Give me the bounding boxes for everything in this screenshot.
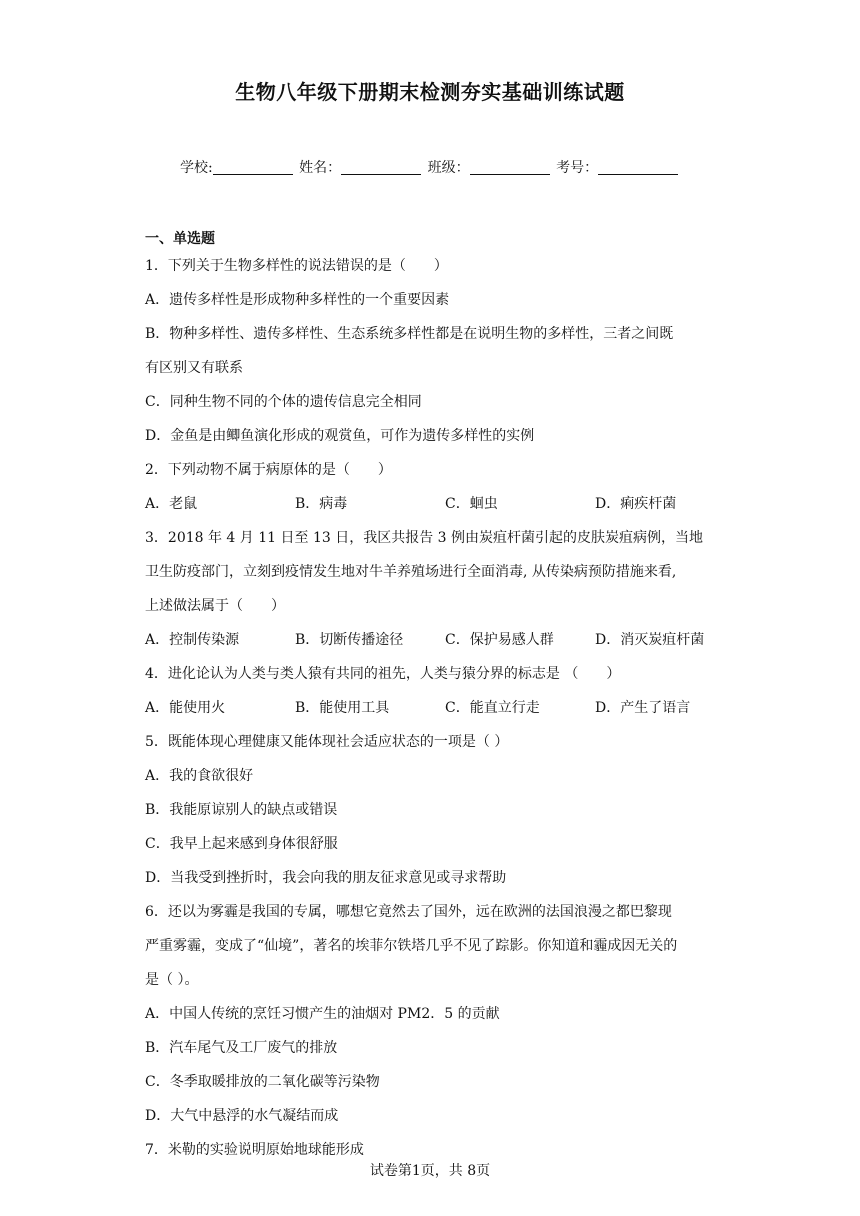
q5-stem: 5．既能体现心理健康又能体现社会适应状态的一项是（ ） (145, 734, 509, 750)
page-footer: 试卷第1页，共 8页 (369, 1163, 491, 1179)
q5-option-d: D．当我受到挫折时，我会向我的朋友征求意见或寻求帮助 (145, 870, 507, 886)
q6-option-b: B．汽车尾气及工厂废气的排放 (145, 1040, 338, 1056)
q1-option-b-line2: 有区别又有联系 (145, 360, 243, 376)
school-label: 学校: (180, 160, 213, 176)
q3-option-d: D．消灭炭疽杆菌 (595, 632, 705, 648)
q2-stem: 2．下列动物不属于病原体的是（ ） (145, 462, 392, 478)
q1-stem: 1．下列关于生物多样性的说法错误的是（ ） (145, 258, 448, 274)
q2-option-c: C．蛔虫 (445, 496, 498, 512)
q1-option-c: C．同种生物不同的个体的遗传信息完全相同 (145, 394, 422, 410)
q4-option-a: A．能使用火 (145, 700, 226, 716)
q2-option-a: A．老鼠 (145, 496, 198, 512)
q6-stem-line2: 严重雾霾，变成了“仙境”，著名的埃菲尔铁塔几乎不见了踪影。你知道和霾成因无关的 (145, 938, 678, 954)
q6-option-a: A．中国人传统的烹饪习惯产生的油烟对 PM2．5 的贡献 (145, 1006, 500, 1022)
q4-option-d: D．产生了语言 (595, 700, 691, 716)
q6-stem-line1: 6．还以为雾霾是我国的专属，哪想它竟然去了国外，远在欧洲的法国浪漫之都巴黎现 (145, 904, 672, 920)
section-heading: 一、单选题 (145, 231, 215, 247)
q3-option-b: B．切断传播途径 (295, 632, 404, 648)
class-label: 班级： (427, 160, 470, 176)
q5-option-b: B．我能原谅别人的缺点或错误 (145, 802, 338, 818)
q6-option-c: C．冬季取暖排放的二氧化碳等污染物 (145, 1074, 380, 1090)
q6-stem-line3: 是（ ）。 (145, 972, 199, 988)
class-blank (470, 160, 550, 175)
q4-options (145, 691, 725, 725)
q4-stem: 4．进化论认为人类与类人猿有共同的祖先，人类与猿分界的标志是 （ ） (145, 666, 621, 682)
q1-option-b-line1: B．物种多样性、遗传多样性、生态系统多样性都是在说明生物的多样性，三者之间既 (145, 326, 674, 342)
q7-stem: 7．米勒的实验说明原始地球能形成 (145, 1142, 364, 1158)
q5-option-a: A．我的食欲很好 (145, 768, 254, 784)
q1-option-d: D．金鱼是由鲫鱼演化形成的观赏鱼，可作为遗传多样性的实例 (145, 428, 535, 444)
q1-option-a: A．遗传多样性是形成物种多样性的一个重要因素 (145, 292, 450, 308)
q3-options (145, 623, 725, 657)
school-blank (213, 160, 293, 175)
name-label: 姓名： (299, 160, 342, 176)
q3-stem-line1: 3．2018 年 4 月 11 日至 13 日，我区共报告 3 例由炭疽杆菌引起的皮肤炭疽病例，当地 (145, 530, 704, 546)
student-info-row (180, 157, 680, 177)
exam-number-blank (598, 160, 678, 175)
q4-option-c: C．能直立行走 (445, 700, 540, 716)
q3-option-a: A．控制传染源 (145, 632, 240, 648)
q6-option-d: D．大气中悬浮的水气凝结而成 (145, 1108, 339, 1124)
exam-number-label: 考号： (556, 160, 599, 176)
exam-title: 生物八年级下册期末检测夯实基础训练试题 (235, 80, 625, 104)
q4-option-b: B．能使用工具 (295, 700, 390, 716)
q3-stem-line2: 卫生防疫部门，立刻到疫情发生地对牛羊养殖场进行全面消毒, 从传染病预防措施来看, (145, 564, 677, 580)
questions (145, 249, 725, 1167)
q3-stem-line3: 上述做法属于（ ） (145, 598, 285, 614)
q5-option-c: C．我早上起来感到身体很舒服 (145, 836, 338, 852)
q2-options (145, 487, 725, 521)
q3-option-c: C．保护易感人群 (445, 632, 554, 648)
q2-option-b: B．病毒 (295, 496, 348, 512)
name-blank (341, 160, 421, 175)
q2-option-d: D．痢疾杆菌 (595, 496, 677, 512)
